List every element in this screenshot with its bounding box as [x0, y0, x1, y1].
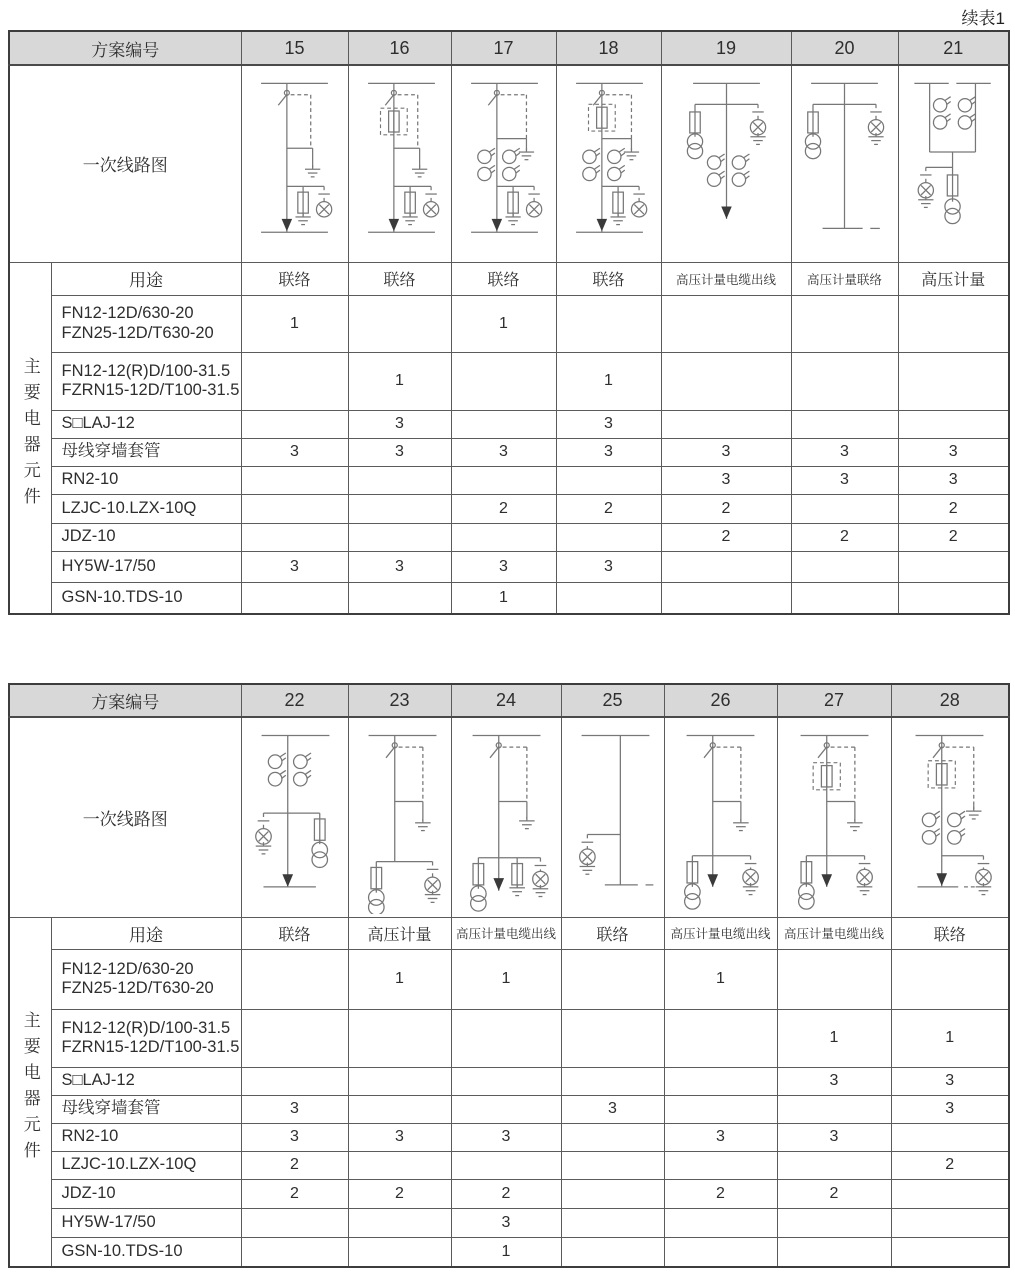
- count-cell-16-row0: [348, 295, 451, 352]
- count-cell-15-row3: 3: [241, 438, 348, 466]
- diagram-cell-25: [561, 717, 664, 917]
- component-name-line: FZRN15-12D/T100-31.5: [61, 381, 240, 399]
- count-cell-22-row7: [241, 1208, 348, 1237]
- count-cell-28-row6: [891, 1179, 1009, 1208]
- count-cell-16-row4: [348, 466, 451, 494]
- count-cell-15-row5: [241, 494, 348, 523]
- one-line-diagram-24: [453, 720, 560, 914]
- diagram-cell-16: [348, 65, 451, 262]
- count-cell-27-row1: 1: [777, 1009, 891, 1067]
- count-cell-28-row8: [891, 1237, 1009, 1267]
- count-cell-16-row2: 3: [348, 410, 451, 438]
- diagram-cell-27: [777, 717, 891, 917]
- count-cell-17-row7: 3: [451, 551, 556, 582]
- count-cell-20-row3: 3: [791, 438, 898, 466]
- continuation-label: 续表1: [961, 9, 1005, 28]
- component-name-line: S□LAJ-12: [61, 414, 135, 433]
- diagram-cell-24: [451, 717, 561, 917]
- count-cell-18-row0: [556, 295, 661, 352]
- usage-cell-21: 高压计量: [898, 262, 1009, 295]
- count-cell-18-row7: 3: [556, 551, 661, 582]
- count-cell-17-row2: [451, 410, 556, 438]
- count-cell-26-row1: [664, 1009, 777, 1067]
- count-cell-21-row4: 3: [898, 466, 1009, 494]
- one-line-diagram-25: [562, 720, 665, 914]
- count-cell-23-row5: [348, 1151, 451, 1179]
- count-cell-21-row5: 2: [898, 494, 1009, 523]
- count-cell-20-row0: [791, 295, 898, 352]
- usage-label: 用途: [51, 262, 241, 295]
- count-cell-17-row4: [451, 466, 556, 494]
- usage-cell-25: 联络: [561, 917, 664, 949]
- count-cell-19-row4: 3: [661, 466, 791, 494]
- usage-cell-26: 高压计量电缆出线: [664, 917, 777, 949]
- usage-cell-27: 高压计量电缆出线: [777, 917, 891, 949]
- scheme-number-19: 19: [661, 31, 791, 65]
- diagram-row-label: 一次线路图: [9, 717, 241, 917]
- diagram-cell-18: [556, 65, 661, 262]
- count-cell-21-row2: [898, 410, 1009, 438]
- count-cell-15-row4: [241, 466, 348, 494]
- component-name-line: FN12-12(R)D/100-31.5: [61, 361, 231, 380]
- usage-cell-19: 高压计量电缆出线: [661, 262, 791, 295]
- count-cell-23-row4: 3: [348, 1123, 451, 1151]
- one-line-diagram-23: [349, 720, 452, 914]
- count-cell-22-row6: 2: [241, 1179, 348, 1208]
- count-cell-27-row0: [777, 949, 891, 1009]
- count-cell-16-row8: [348, 582, 451, 614]
- usage-cell-17: 联络: [451, 262, 556, 295]
- diagram-cell-22: [241, 717, 348, 917]
- component-name-3: [51, 1095, 241, 1123]
- one-line-diagram-17: [452, 68, 557, 259]
- diagram-cell-19: [661, 65, 791, 262]
- count-cell-23-row0: 1: [348, 949, 451, 1009]
- component-name-line: GSN-10.TDS-10: [61, 588, 183, 607]
- component-name-line: FN12-12(R)D/100-31.5: [61, 1018, 231, 1037]
- one-line-diagram-15: [242, 68, 347, 259]
- count-cell-22-row1: [241, 1009, 348, 1067]
- count-cell-23-row8: [348, 1237, 451, 1267]
- usage-cell-28: 联络: [891, 917, 1009, 949]
- count-cell-24-row6: 2: [451, 1179, 561, 1208]
- count-cell-17-row3: 3: [451, 438, 556, 466]
- count-cell-24-row2: [451, 1067, 561, 1095]
- count-cell-26-row2: [664, 1067, 777, 1095]
- count-cell-15-row2: [241, 410, 348, 438]
- component-name-line: JDZ-10: [61, 527, 116, 546]
- count-cell-19-row7: [661, 551, 791, 582]
- usage-cell-24: 高压计量电缆出线: [451, 917, 561, 949]
- component-name-line: 母线穿墙套管: [61, 442, 161, 461]
- count-cell-21-row6: 2: [898, 523, 1009, 551]
- component-name-line: FN12-12D/630-20: [61, 959, 194, 978]
- diagram-cell-26: [664, 717, 777, 917]
- count-cell-20-row5: [791, 494, 898, 523]
- usage-cell-22: 联络: [241, 917, 348, 949]
- component-group-text: 主要电器元件: [20, 1011, 40, 1168]
- count-cell-15-row7: 3: [241, 551, 348, 582]
- count-cell-25-row2: [561, 1067, 664, 1095]
- count-cell-20-row6: 2: [791, 523, 898, 551]
- count-cell-19-row2: [661, 410, 791, 438]
- count-cell-15-row1: [241, 352, 348, 410]
- scheme-number-22: 22: [241, 684, 348, 717]
- component-group-label: [9, 917, 51, 1267]
- count-cell-28-row4: [891, 1123, 1009, 1151]
- one-line-diagram-18: [557, 68, 662, 259]
- one-line-diagram-20: [792, 68, 897, 259]
- one-line-diagram-28: [896, 720, 1003, 914]
- count-cell-28-row5: 2: [891, 1151, 1009, 1179]
- scheme-number-28: 28: [891, 684, 1009, 717]
- count-cell-25-row1: [561, 1009, 664, 1067]
- count-cell-26-row8: [664, 1237, 777, 1267]
- component-name-8: [51, 582, 241, 614]
- count-cell-17-row5: 2: [451, 494, 556, 523]
- count-cell-27-row6: 2: [777, 1179, 891, 1208]
- count-cell-19-row6: 2: [661, 523, 791, 551]
- count-cell-22-row2: [241, 1067, 348, 1095]
- count-cell-23-row2: [348, 1067, 451, 1095]
- count-cell-17-row0: 1: [451, 295, 556, 352]
- component-name-7: [51, 1208, 241, 1237]
- count-cell-25-row3: 3: [561, 1095, 664, 1123]
- scheme-number-label: 方案编号: [9, 31, 241, 65]
- count-cell-26-row3: [664, 1095, 777, 1123]
- diagram-row-label: 一次线路图: [9, 65, 241, 262]
- count-cell-27-row4: 3: [777, 1123, 891, 1151]
- count-cell-22-row4: 3: [241, 1123, 348, 1151]
- scheme-table-2: [8, 683, 1010, 1268]
- component-name-1: [51, 1009, 241, 1067]
- count-cell-25-row4: [561, 1123, 664, 1151]
- count-cell-21-row7: [898, 551, 1009, 582]
- count-cell-27-row5: [777, 1151, 891, 1179]
- count-cell-19-row1: [661, 352, 791, 410]
- count-cell-26-row5: [664, 1151, 777, 1179]
- count-cell-28-row3: 3: [891, 1095, 1009, 1123]
- count-cell-16-row1: 1: [348, 352, 451, 410]
- component-name-8: [51, 1237, 241, 1267]
- count-cell-26-row4: 3: [664, 1123, 777, 1151]
- scheme-number-16: 16: [348, 31, 451, 65]
- scheme-number-15: 15: [241, 31, 348, 65]
- count-cell-18-row1: 1: [556, 352, 661, 410]
- component-name-5: [51, 1151, 241, 1179]
- count-cell-26-row6: 2: [664, 1179, 777, 1208]
- component-name-line: GSN-10.TDS-10: [61, 1242, 183, 1261]
- scheme-number-23: 23: [348, 684, 451, 717]
- count-cell-27-row3: [777, 1095, 891, 1123]
- scheme-table-1: [8, 30, 1010, 615]
- usage-cell-16: 联络: [348, 262, 451, 295]
- count-cell-25-row6: [561, 1179, 664, 1208]
- diagram-cell-20: [791, 65, 898, 262]
- count-cell-16-row3: 3: [348, 438, 451, 466]
- count-cell-16-row5: [348, 494, 451, 523]
- count-cell-28-row0: [891, 949, 1009, 1009]
- count-cell-27-row7: [777, 1208, 891, 1237]
- component-name-0: [51, 949, 241, 1009]
- one-line-diagram-21: [901, 68, 1006, 259]
- usage-cell-15: 联络: [241, 262, 348, 295]
- count-cell-25-row8: [561, 1237, 664, 1267]
- count-cell-24-row0: 1: [451, 949, 561, 1009]
- scheme-number-20: 20: [791, 31, 898, 65]
- component-name-1: [51, 352, 241, 410]
- component-group-label: [9, 262, 51, 614]
- component-name-4: [51, 1123, 241, 1151]
- component-name-line: LZJC-10.LZX-10Q: [61, 1155, 197, 1174]
- scheme-number-24: 24: [451, 684, 561, 717]
- count-cell-18-row2: 3: [556, 410, 661, 438]
- usage-label: 用途: [51, 917, 241, 949]
- count-cell-25-row5: [561, 1151, 664, 1179]
- count-cell-20-row8: [791, 582, 898, 614]
- component-name-0: [51, 295, 241, 352]
- count-cell-23-row7: [348, 1208, 451, 1237]
- component-name-line: FZN25-12D/T630-20: [61, 323, 214, 342]
- count-cell-28-row1: 1: [891, 1009, 1009, 1067]
- count-cell-20-row7: [791, 551, 898, 582]
- count-cell-27-row2: 3: [777, 1067, 891, 1095]
- count-cell-26-row0: 1: [664, 949, 777, 1009]
- count-cell-17-row1: [451, 352, 556, 410]
- count-cell-24-row5: [451, 1151, 561, 1179]
- count-cell-18-row5: 2: [556, 494, 661, 523]
- count-cell-15-row6: [241, 523, 348, 551]
- count-cell-20-row1: [791, 352, 898, 410]
- count-cell-16-row6: [348, 523, 451, 551]
- diagram-cell-23: [348, 717, 451, 917]
- count-cell-21-row8: [898, 582, 1009, 614]
- count-cell-15-row8: [241, 582, 348, 614]
- scheme-number-21: 21: [898, 31, 1009, 65]
- count-cell-23-row1: [348, 1009, 451, 1067]
- count-cell-22-row5: 2: [241, 1151, 348, 1179]
- count-cell-19-row5: 2: [661, 494, 791, 523]
- diagram-cell-28: [891, 717, 1009, 917]
- one-line-diagram-26: [667, 720, 774, 914]
- component-name-line: FZRN15-12D/T100-31.5: [61, 1038, 240, 1056]
- count-cell-21-row0: [898, 295, 1009, 352]
- scheme-number-25: 25: [561, 684, 664, 717]
- count-cell-24-row1: [451, 1009, 561, 1067]
- count-cell-22-row0: [241, 949, 348, 1009]
- component-name-5: [51, 494, 241, 523]
- component-name-line: S□LAJ-12: [61, 1071, 135, 1090]
- count-cell-25-row7: [561, 1208, 664, 1237]
- component-name-line: HY5W-17/50: [61, 1212, 156, 1231]
- count-cell-28-row2: 3: [891, 1067, 1009, 1095]
- count-cell-28-row7: [891, 1208, 1009, 1237]
- component-name-line: FZN25-12D/T630-20: [61, 979, 214, 997]
- component-name-line: RN2-10: [61, 470, 119, 489]
- count-cell-16-row7: 3: [348, 551, 451, 582]
- one-line-diagram-27: [781, 720, 888, 914]
- count-cell-23-row3: [348, 1095, 451, 1123]
- count-cell-20-row4: 3: [791, 466, 898, 494]
- component-name-line: 母线穿墙套管: [61, 1099, 161, 1118]
- component-name-line: RN2-10: [61, 1127, 119, 1146]
- scheme-number-label: 方案编号: [9, 684, 241, 717]
- component-name-6: [51, 523, 241, 551]
- count-cell-15-row0: 1: [241, 295, 348, 352]
- component-name-line: HY5W-17/50: [61, 556, 156, 575]
- count-cell-18-row6: [556, 523, 661, 551]
- count-cell-20-row2: [791, 410, 898, 438]
- count-cell-24-row3: [451, 1095, 561, 1123]
- count-cell-18-row3: 3: [556, 438, 661, 466]
- count-cell-23-row6: 2: [348, 1179, 451, 1208]
- count-cell-24-row7: 3: [451, 1208, 561, 1237]
- scheme-number-17: 17: [451, 31, 556, 65]
- component-name-6: [51, 1179, 241, 1208]
- count-cell-22-row3: 3: [241, 1095, 348, 1123]
- component-name-3: [51, 438, 241, 466]
- count-cell-19-row3: 3: [661, 438, 791, 466]
- component-name-4: [51, 466, 241, 494]
- component-name-line: FN12-12D/630-20: [61, 304, 194, 323]
- count-cell-17-row6: [451, 523, 556, 551]
- count-cell-19-row8: [661, 582, 791, 614]
- scheme-number-18: 18: [556, 31, 661, 65]
- count-cell-26-row7: [664, 1208, 777, 1237]
- component-name-line: JDZ-10: [61, 1183, 116, 1202]
- diagram-cell-17: [451, 65, 556, 262]
- diagram-cell-15: [241, 65, 348, 262]
- scheme-number-27: 27: [777, 684, 891, 717]
- usage-cell-23: 高压计量: [348, 917, 451, 949]
- count-cell-22-row8: [241, 1237, 348, 1267]
- count-cell-19-row0: [661, 295, 791, 352]
- one-line-diagram-19: [674, 68, 779, 259]
- one-line-diagram-16: [349, 68, 452, 259]
- count-cell-18-row4: [556, 466, 661, 494]
- component-group-text: 主要电器元件: [20, 357, 40, 514]
- scheme-number-26: 26: [664, 684, 777, 717]
- count-cell-24-row4: 3: [451, 1123, 561, 1151]
- usage-cell-20: 高压计量联络: [791, 262, 898, 295]
- count-cell-17-row8: 1: [451, 582, 556, 614]
- count-cell-25-row0: [561, 949, 664, 1009]
- count-cell-24-row8: 1: [451, 1237, 561, 1267]
- count-cell-21-row3: 3: [898, 438, 1009, 466]
- usage-cell-18: 联络: [556, 262, 661, 295]
- count-cell-18-row8: [556, 582, 661, 614]
- component-name-line: LZJC-10.LZX-10Q: [61, 498, 197, 517]
- count-cell-21-row1: [898, 352, 1009, 410]
- one-line-diagram-22: [242, 720, 349, 914]
- diagram-cell-21: [898, 65, 1009, 262]
- component-name-2: [51, 410, 241, 438]
- component-name-2: [51, 1067, 241, 1095]
- count-cell-27-row8: [777, 1237, 891, 1267]
- component-name-7: [51, 551, 241, 582]
